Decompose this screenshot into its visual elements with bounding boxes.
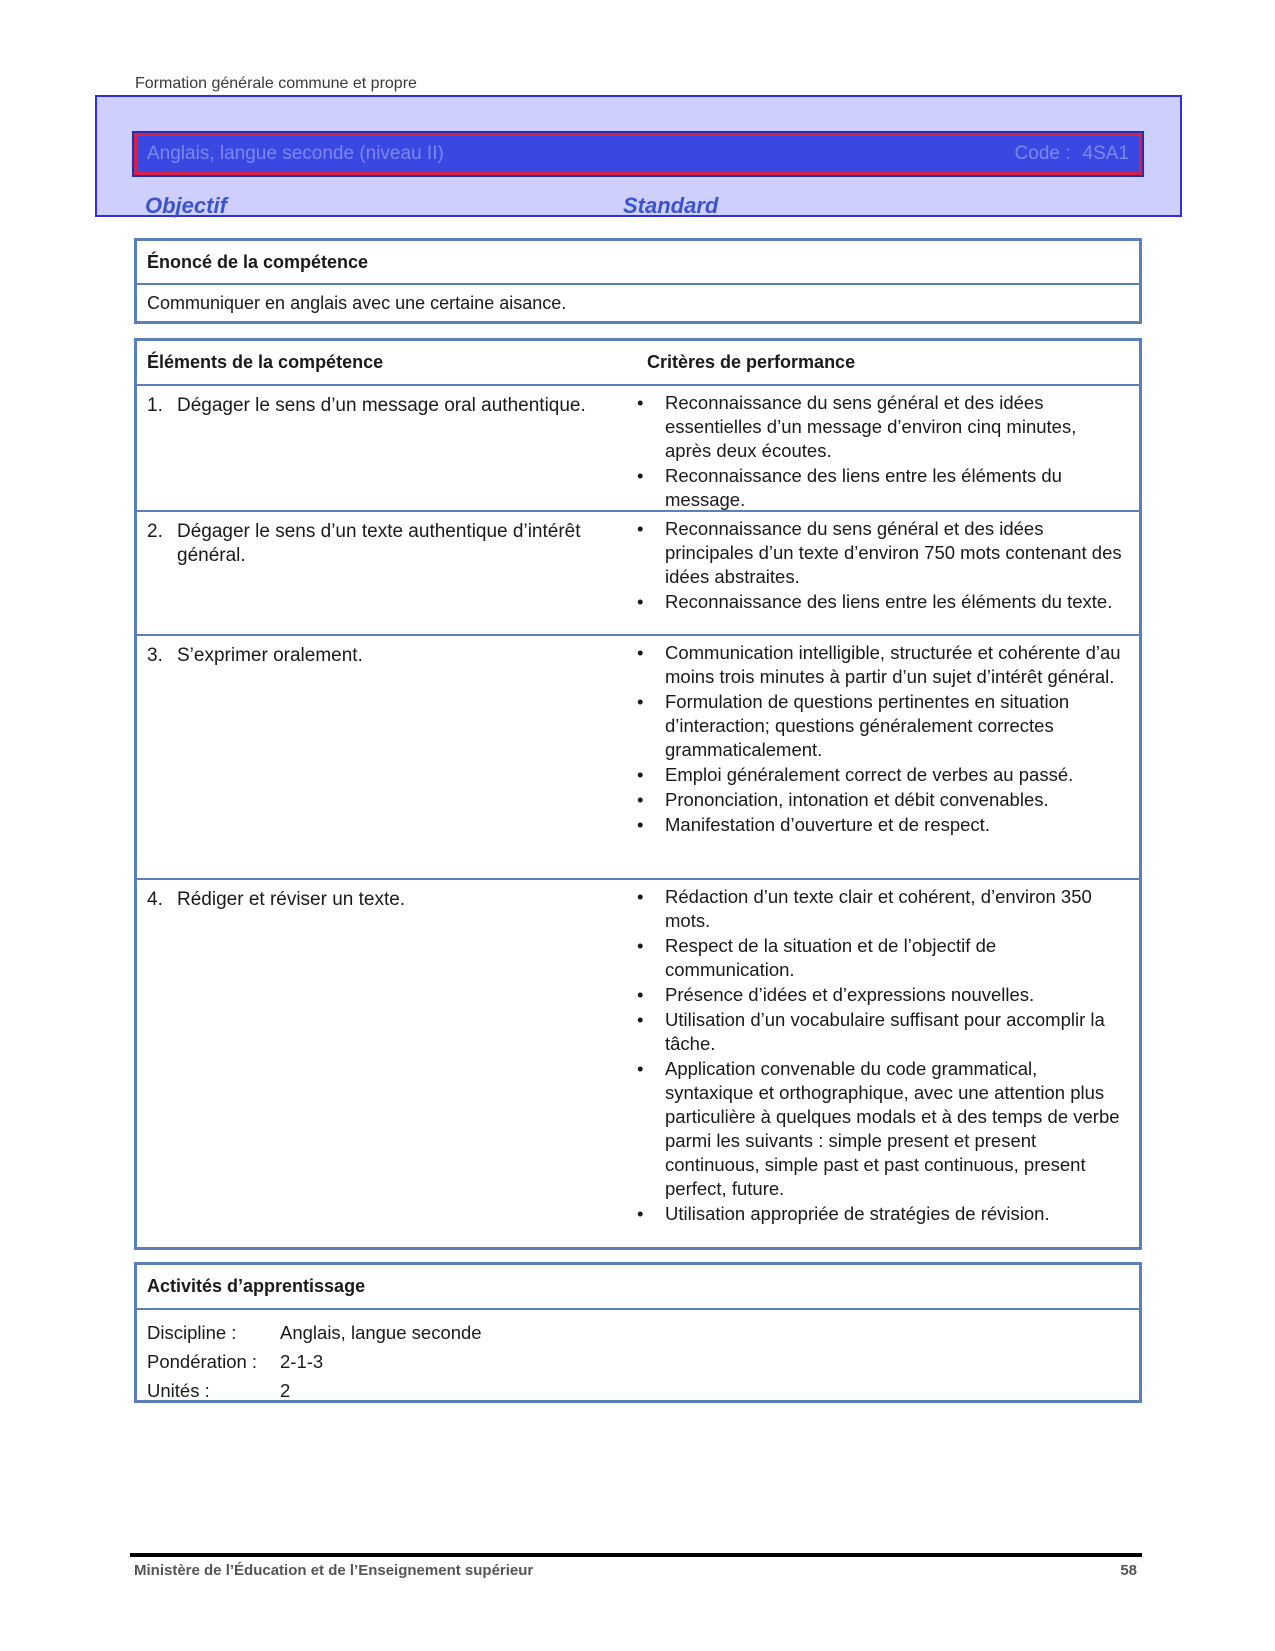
element-label: Dégager le sens d’un texte authentique d’intérêt général. <box>177 521 581 566</box>
criterion-item: • Prononciation, intonation et débit convenables. <box>635 788 1127 812</box>
discipline-value: Anglais, langue seconde <box>280 1321 482 1343</box>
element-number: 1. <box>147 395 163 416</box>
activites-heading: Activités d’apprentissage <box>137 1265 1139 1310</box>
element-label: S’exprimer oralement. <box>177 645 363 666</box>
enonce-text: Communiquer en anglais avec une certaine aisance. <box>147 293 567 313</box>
objectif-label: Objectif <box>145 193 227 218</box>
activites-body <box>137 1310 1139 1405</box>
elements-col-header: Éléments de la compétence <box>147 352 384 372</box>
course-title: Anglais, langue seconde (niveau II) <box>147 143 444 164</box>
footer-rule <box>130 1553 1142 1557</box>
criterion-item: • Application convenable du code grammatical, syntaxique et orthographique, avec une attention plus particulière à quelques modals et à des temps de verbe parmi les suivants : simple present et present continuous, simple past et past continuous, present perfect, future. <box>635 1057 1127 1201</box>
criterion-item: • Respect de la situation et de l’objectif de communication. <box>635 934 1127 982</box>
objective-standard-row <box>145 193 760 219</box>
activites-box <box>134 1262 1142 1403</box>
ponderation-label: Pondération : <box>147 1350 258 1372</box>
ponderation-value: 2-1-3 <box>280 1350 324 1372</box>
course-code <box>1015 143 1129 165</box>
element-number: 3. <box>147 645 163 666</box>
criterion-item: • Reconnaissance des liens entre les éléments du message. <box>635 464 1127 512</box>
standard-label: Standard <box>623 193 719 218</box>
discipline-line <box>147 1318 1129 1347</box>
unites-value: 2 <box>280 1379 291 1401</box>
element-label: Dégager le sens d’un message oral authentique. <box>177 395 586 416</box>
criterion-item: • Reconnaissance du sens général et des idées principales d’un texte d’environ 750 mots contenant des idées abstraites. <box>635 517 1127 589</box>
unites-label: Unités : <box>147 1379 210 1401</box>
criterion-item: • Présence d’idées et d’expressions nouvelles. <box>635 983 1127 1007</box>
footer-ministry: Ministère de l’Éducation et de l’Enseignement supérieur <box>134 1562 534 1579</box>
course-title-bar <box>134 133 1142 175</box>
code-value: 4SA1 <box>1082 143 1129 164</box>
elements-header <box>137 341 1139 386</box>
footer <box>134 1562 1137 1579</box>
enonce-heading: Énoncé de la compétence <box>137 241 1139 285</box>
ponderation-line <box>147 1347 1129 1376</box>
criterion-item: • Utilisation appropriée de stratégies de révision. <box>635 1202 1127 1226</box>
criteria-list <box>635 391 1127 513</box>
criteria-list <box>635 885 1127 1227</box>
criterion-item: • Utilisation d’un vocabulaire suffisant pour accomplir la tâche. <box>635 1008 1127 1056</box>
enonce-box <box>134 238 1142 324</box>
elements-table <box>134 338 1142 1250</box>
element-label: Rédiger et réviser un texte. <box>177 889 406 910</box>
criteria-list <box>635 517 1127 615</box>
criterion-item: • Formulation de questions pertinentes en situation d’interaction; questions généralement correctes grammaticalement. <box>635 690 1127 762</box>
criterion-item: • Reconnaissance du sens général et des idées essentielles d’un message d’environ cinq minutes, après deux écoutes. <box>635 391 1127 463</box>
element-row <box>137 510 1139 634</box>
element-number: 4. <box>147 889 163 910</box>
criterion-item: • Manifestation d’ouverture et de respect. <box>635 813 1127 837</box>
element-text <box>147 520 627 568</box>
criterion-item: • Rédaction d’un texte clair et cohérent, d’environ 350 mots. <box>635 885 1127 933</box>
page-number: 58 <box>1120 1562 1137 1579</box>
criteria-col-header: Critères de performance <box>647 352 856 372</box>
element-text <box>147 394 627 418</box>
criteria-list <box>635 641 1127 838</box>
element-row <box>137 878 1139 1224</box>
discipline-label: Discipline : <box>147 1321 237 1343</box>
element-text <box>147 888 627 912</box>
element-text <box>147 644 627 668</box>
criterion-item: • Communication intelligible, structurée et cohérente d’au moins trois minutes à partir d’un sujet d’intérêt général. <box>635 641 1127 689</box>
element-row <box>137 634 1139 878</box>
element-number: 2. <box>147 521 163 542</box>
criterion-item: • Emploi généralement correct de verbes au passé. <box>635 763 1127 787</box>
running-head: Formation générale commune et propre <box>135 75 417 92</box>
unites-line <box>147 1376 1129 1405</box>
element-row <box>137 386 1139 510</box>
code-label: Code : <box>1014 143 1071 164</box>
criterion-item: • Reconnaissance des liens entre les éléments du texte. <box>635 590 1127 614</box>
